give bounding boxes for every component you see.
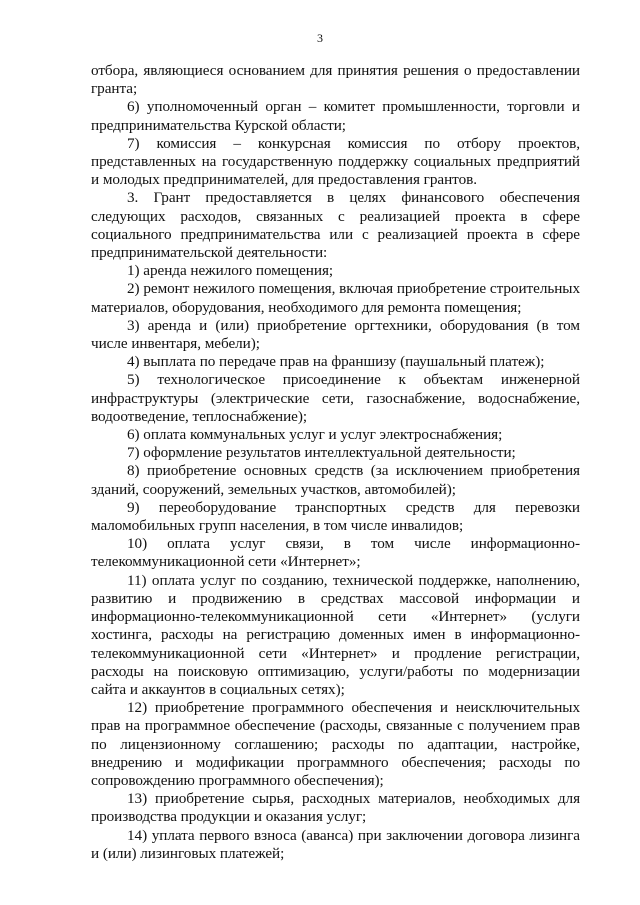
- paragraph-clause-3: 3. Грант предоставляется в целях финансового обеспечения следующих расходов, связанных с реализацией проекта в сфере социального предпринимательства или с реализацией проекта в сфере предпринимательской деятельности:: [91, 189, 580, 262]
- list-item-11: 11) оплата услуг по созданию, технической поддержке, наполнению, развитию и продвижению в средствах массовой информации и информационно-телекоммуникационной сети «Интернет» (услуги хостинга, расходы на регистрацию доменных имен в информационно-телекоммуникационной сети «Интернет» и продление регистрации, расходы на поисковую оптимизацию, услуги/работы по модернизации сайта и аккаунтов в социальных сетях);: [91, 571, 580, 698]
- list-item-7: 7) оформление результатов интеллектуальной деятельности;: [127, 444, 516, 462]
- list-item-2: 2) ремонт нежилого помещения, включая приобретение строительных материалов, оборудования, необходимого для ремонта помещения;: [91, 280, 580, 316]
- list-item-13: 13) приобретение сырья, расходных материалов, необходимых для производства продукции и оказания услуг;: [91, 790, 580, 826]
- page-number: 3: [317, 31, 323, 45]
- list-item-4: 4) выплата по передаче прав на франшизу (паушальный платеж);: [127, 353, 545, 371]
- document-body: [91, 62, 580, 863]
- list-item-8: 8) приобретение основных средств (за исключением приобретения зданий, сооружений, земельных участков, автомобилей);: [91, 462, 580, 498]
- list-item-3: 3) аренда и (или) приобретение оргтехники, оборудования (в том числе инвентаря, мебели);: [91, 316, 580, 353]
- list-item-9: 9) переоборудование транспортных средств для перевозки маломобильных групп населения, в том числе инвалидов;: [91, 498, 580, 535]
- paragraph-item-6: 6) уполномоченный орган – комитет промышленности, торговли и предпринимательства Курской области;: [91, 98, 580, 134]
- list-item-12: 12) приобретение программного обеспечения и неисключительных прав на программное обеспечение (расходы, связанные с получением прав по лицензионному соглашению; расходы по адаптации, настройке, внедрению и модификации программного обеспечения; расходы по сопровождению программного обеспечения);: [91, 699, 580, 789]
- paragraph-continuation: отбора, являющиеся основанием для принятия решения о предоставлении гранта;: [91, 62, 580, 98]
- list-item-14: 14) уплата первого взноса (аванса) при заключении договора лизинга и (или) лизинговых платежей;: [91, 826, 580, 862]
- list-item-5: 5) технологическое присоединение к объектам инженерной инфраструктуры (электрические сети, газоснабжение, водоснабжение, водоотведение, теплоснабжение);: [91, 371, 580, 425]
- paragraph-item-7: 7) комиссия – конкурсная комиссия по отбору проектов, представленных на государственную поддержку социальных предприятий и молодых предпринимателей, для предоставления грантов.: [91, 134, 580, 189]
- list-item-10: 10) оплата услуг связи, в том числе информационно-телекоммуникационной сети «Интернет»;: [91, 535, 580, 571]
- list-item-1: 1) аренда нежилого помещения;: [127, 262, 334, 280]
- list-item-6: 6) оплата коммунальных услуг и услуг электроснабжения;: [127, 426, 503, 444]
